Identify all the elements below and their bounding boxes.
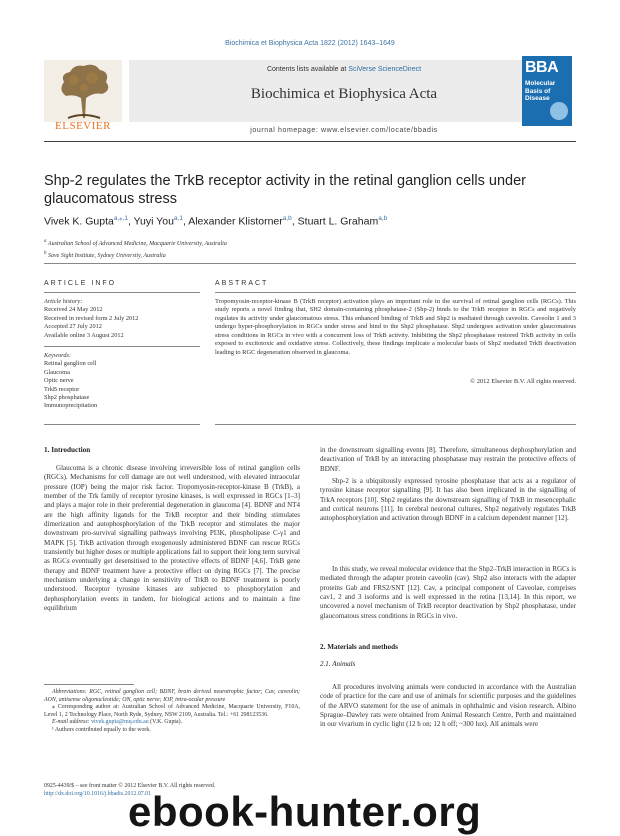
keyword-list <box>44 360 200 410</box>
issn-line: 0925-4439/$ – see front matter © 2012 Elsevier B.V. All rights reserved. <box>44 783 216 789</box>
subsection-heading: 2.1. Animals <box>320 660 356 668</box>
intro-paragraph: Shp-2 is a ubiquitously expressed tyrosine phosphatase that acts as a regulator of tyrosine kinase receptor signalling [9]. It has also been implicated in the signalling of TrkA receptors [10]. Shp2 regulates the downstream signalling of TrkB in mesencephalic and cortical neurons [11]. In cerebral neuronal cultures, Shp2 negatively regulates TrkB autophosphorylation and activation through BDNF in a calcium dependent manner [12]. <box>320 477 576 523</box>
section-heading: 2. Materials and methods <box>320 643 398 651</box>
contents-prefix: Contents lists available at <box>266 66 349 73</box>
keyword: Shp2 phosphatase <box>44 394 90 402</box>
cover-subtitle <box>525 80 555 103</box>
author-list <box>44 214 576 228</box>
homepage-link[interactable]: www.elsevier.com/locate/bbadis <box>320 127 438 134</box>
author-separator: , <box>182 215 189 228</box>
author-separator: , <box>127 215 134 228</box>
intro-paragraph: In this study, we reveal molecular evidence that the Shp2–TrkB interaction in RGCs is mediated through the adapter protein caveolin (cav). Shp2 also interacts with the adapter proteins Gab and FRS2/SNT [12]. Cav, a principal component of Caveolae, comprises cav1, 2 and 3 isoforms and is well expressed in the retina [13,14]. In this report, we uncovered a novel mechanism of TrkB receptor deactivation by Shp2 phosphatase, under glaucomatous stress conditions in RGCs in vivo. <box>320 565 576 620</box>
affiliation <box>44 237 444 249</box>
intro-paragraph: in the downstream signalling events [8]. Therefore, simultaneous dephosphorylation and deactivation of TrkB by an interacting phosphatase may restrain the protective effects of BDNF. <box>320 446 576 473</box>
divider <box>215 424 576 425</box>
journal-title: Biochimica et Biophysica Acta <box>250 86 438 102</box>
doi-link[interactable]: http://dx.doi.org/10.1016/j.bbadis.2012.07.01 <box>44 790 152 797</box>
keyword: Glaucoma <box>44 368 70 376</box>
masthead <box>44 60 576 138</box>
divider <box>44 292 200 293</box>
keyword: Retinal ganglion cell <box>44 360 97 368</box>
methods-paragraph: All procedures involving animals were conducted in accordance with the Australian code of practice for the care and use of animals for scientific purposes and the guidelines of the ARVO statement for the use of animals in ophthalmic and vision research. Albino Sprague–Dawley rats were obtained from Animal Research Centre, Perth and maintained in our vivarium in cyclic light (12 h on; 12 h off; ~300 lux). All animals were <box>320 683 576 729</box>
affiliation-mark: a <box>44 239 47 244</box>
affiliation-text: Save Sight Institute, Sydney University, Australia <box>48 253 166 259</box>
email-line <box>44 719 300 727</box>
journal-citation[interactable]: Biochimica et Biophysica Acta 1822 (2012) 1643–1649 <box>225 40 395 47</box>
affiliation <box>44 249 444 261</box>
cover-line-3: Basis of <box>525 87 551 95</box>
keyword: Immunoprecipitation <box>44 402 98 410</box>
author-affil-mark[interactable]: a,b <box>282 215 292 222</box>
abstract-text: Tropomyosin-receptor-kinase B (TrkB receptor) activation plays an important role in the survival of retinal ganglion cells (RGCs). This study reports a novel finding that, SH2 domain-containing phosphatase-2 (Shp-2) binds to the TrkB receptor in RGCs and negatively regulates its activity under glaucomatous stress. This enhanced binding of TrkB and Shp2 is mediated through caveolin. Caveolin 1 and 3 undergo hyper-phosphorylation in RGCs under stress and bind to the Shp2 phosphatase. Shp2 undergoes activation under glaucomatous stress conditions in RGCs in vivo with a concurrent loss of TrkB activity. Inhibiting the Shp2 phosphatase restored TrkB activity in cells exposed to excitotoxic and oxidative stress. Collectively, these findings implicate a molecular basis of Shp2 mediated TrkB deactivation leading to RGC degeneration observed in glaucoma. <box>215 298 576 356</box>
author-separator: , <box>291 215 298 228</box>
author-name[interactable]: Stuart L. Graham <box>297 215 379 228</box>
author-name[interactable]: Yuyi You <box>133 215 174 228</box>
intro-paragraph: Glaucoma is a chronic disease involving irreversible loss of retinal ganglion cells (RGCs). Mechanisms for cell damage are not well understood, with elevated intraocular pressure (IOP) being the major risk factor. Tropomyosin-receptor-kinase B (TrkB), a member of the Trk family of receptor tyrosine kinases, is well expressed in RGCs [1–3] and plays a major role in their preferential degeneration in glaucoma [4]. BDNF and NT4 are the high affinity ligands for the TrkB receptor and their binding stimulates dimerization and autophosphorylation of the TrkB receptor and stimulates the major downstream pro-survival signalling pathways involving PI3K, phospholipase C-γ1 and MAPK [5]. TrkB activation through exogenously administered BDNF can rescue RGCs transiently but higher doses or multiple applications fail to support their long term survival as RGCs eventually get desensitised to the protective effects of BDNF [4,6]. TrkB gene therapy and BDNF treatment have a protective effect on dying RGCs [7]. The precise mechanism underlying a change in sensitivity of TrkB to BDNF treatment is poorly understood. Receptor tyrosine kinases are subjected to phosphorylation and dephosphorylation events in tandem, for biological actions and to maintain a fine equilibrium <box>44 464 300 613</box>
divider <box>44 424 200 425</box>
sciencedirect-link[interactable]: SciVerse ScienceDirect <box>348 66 422 73</box>
history-entry: Accepted 27 July 2012 <box>44 323 102 331</box>
email-suffix: (V.K. Gupta). <box>148 719 183 726</box>
affiliation-mark: b <box>44 251 47 256</box>
homepage-prefix: journal homepage: <box>250 127 321 134</box>
copyright: © 2012 Elsevier B.V. All rights reserved. <box>470 378 576 385</box>
cover-line-4: Disease <box>525 95 550 102</box>
affiliations <box>44 237 444 261</box>
email-label: E-mail address: <box>52 719 92 726</box>
homepage-line <box>129 127 559 134</box>
article-info-heading: ARTICLE INFO <box>44 280 117 287</box>
abbreviations: Abbreviations: RGC, retinal ganglion cell; BDNF, brain derived neurotrophic factor; Cav, caveolin; AON, antisense oligonucleotide; ON, optic nerve; IOP, intra-ocular pressure <box>44 689 300 703</box>
author-name[interactable]: Vivek K. Gupta <box>44 215 114 228</box>
title-rule <box>44 263 576 264</box>
keywords <box>44 352 200 411</box>
cover-line-2: Molecular <box>525 80 556 87</box>
corresponding-author: ⁎ Corresponding author at: Australian School of Advanced Medicine, Macquarie University, F10A, Level 1, 2 Technology Place, North Ryde, Sydney, NSW 2109, Australia. Tel.: +61 298123536. <box>44 704 300 718</box>
footnote-rule <box>44 684 134 685</box>
header-rule <box>44 141 576 142</box>
author-name[interactable]: Alexander Klistorner <box>188 215 283 228</box>
journal-cover[interactable] <box>522 56 572 126</box>
contents-line <box>129 66 559 73</box>
cover-graphic <box>550 102 568 120</box>
divider <box>44 346 200 347</box>
keywords-label: Keywords: <box>44 352 72 359</box>
publisher-name: ELSEVIER <box>55 120 111 132</box>
history-list <box>44 306 200 340</box>
article-history <box>44 298 200 340</box>
abstract-heading: ABSTRACT <box>215 280 269 287</box>
email-link[interactable]: vivek.gupta@mq.edu.au <box>91 719 149 726</box>
history-label: Article history: <box>44 298 83 305</box>
author-affil-mark[interactable]: a,1 <box>173 215 183 222</box>
history-entry: Available online 3 August 2012 <box>44 331 124 339</box>
section-heading: 1. Introduction <box>44 446 91 454</box>
footnotes <box>44 689 300 735</box>
divider <box>215 292 576 293</box>
author-affil-mark[interactable]: a,b <box>378 215 388 222</box>
article-title: Shp-2 regulates the TrkB receptor activity in the retinal ganglion cells under glaucomatous stress <box>44 173 526 207</box>
author-affil-mark[interactable]: a,⁎,1 <box>113 215 128 222</box>
cover-bba: BBA <box>525 59 559 76</box>
contents-box <box>129 60 559 122</box>
history-entry: Received in revised form 2 July 2012 <box>44 314 139 322</box>
equal-contribution: ¹ Authors contributed equally to the work. <box>52 726 151 733</box>
history-entry: Received 24 May 2012 <box>44 306 103 314</box>
watermark: ebook-hunter.org <box>128 788 482 835</box>
keyword: Optic nerve <box>44 377 74 385</box>
keyword: TrkB receptor <box>44 385 80 393</box>
elsevier-logo[interactable] <box>44 60 122 134</box>
affiliation-text: Australian School of Advanced Medicine, Macquarie University, Australia <box>47 241 227 247</box>
